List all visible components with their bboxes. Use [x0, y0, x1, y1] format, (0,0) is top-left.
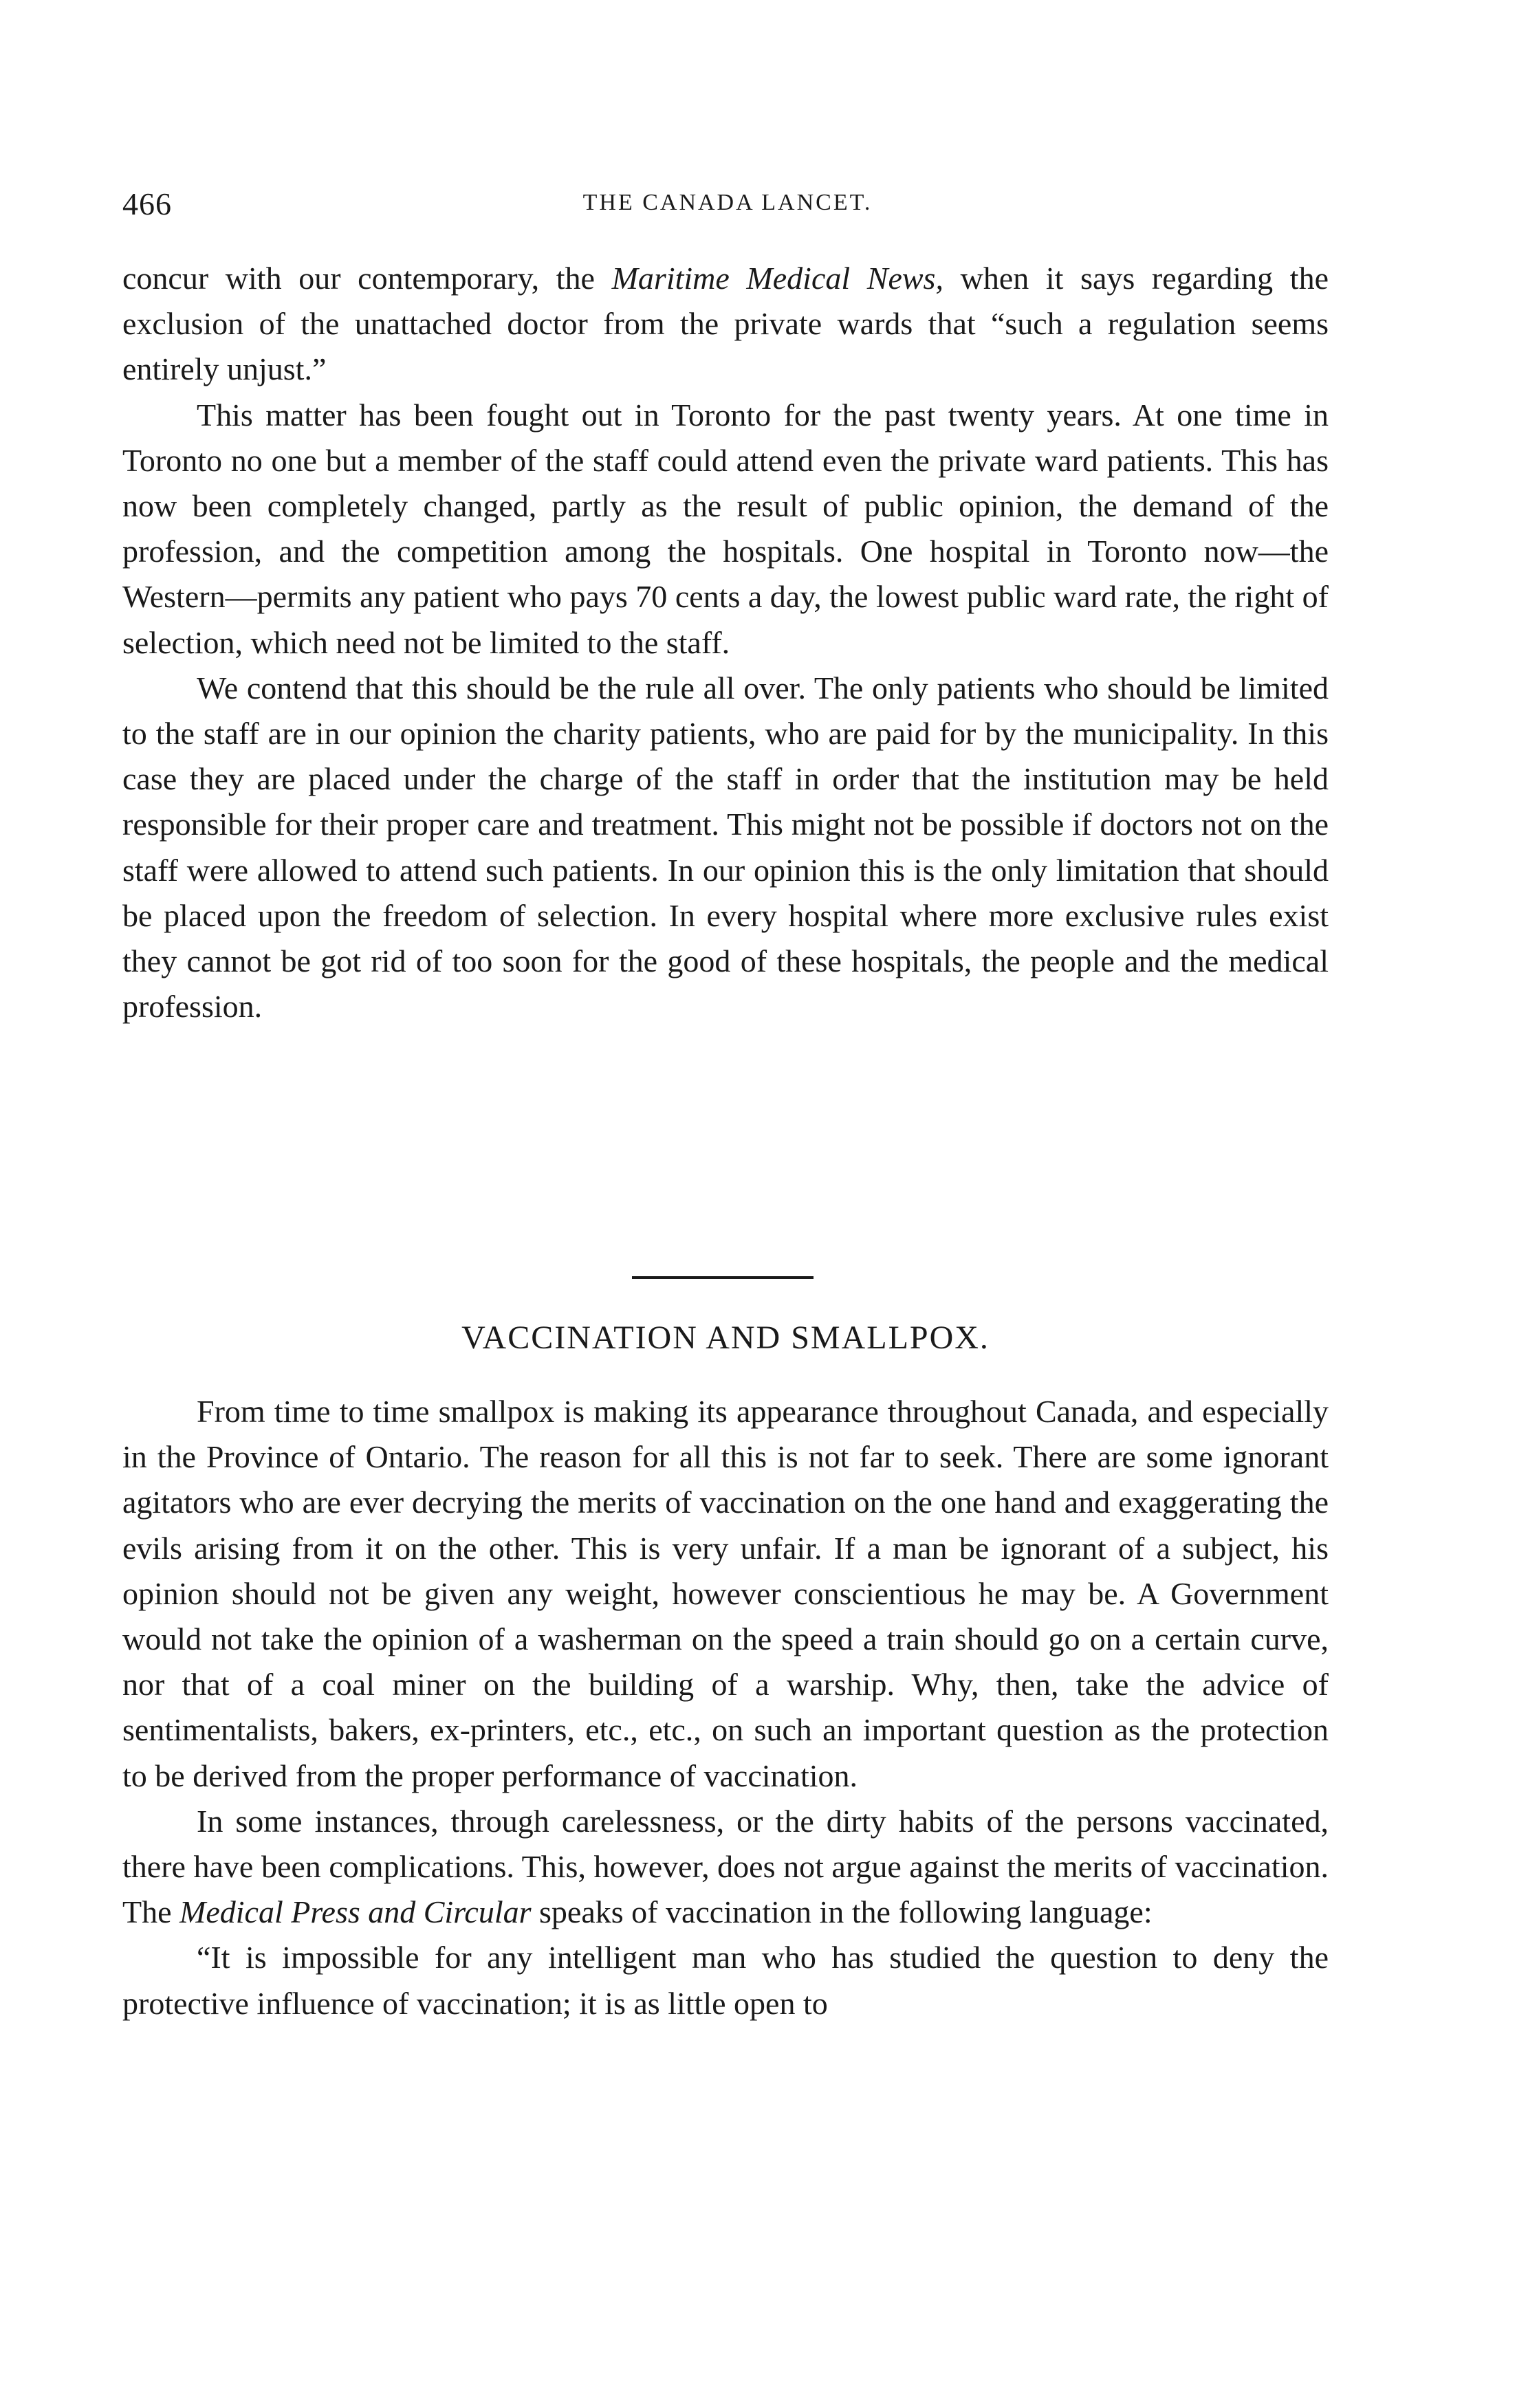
quotation-paragraph: “It is impossible for any intelligent man who has studied the question to deny the protective influence of vaccination; it is as little open to [122, 1940, 1329, 2021]
paragraph: From time to time smallpox is making its appearance throughout Canada, and especially in the Province of Ontario. The reason for all this is not far to seek. There are some ignorant agitators who are ever decrying the merits of vaccination on the one hand and exaggerating the evils arising from it on the other. This is very unfair. If a man be ignorant of a subject, his opinion should not be given any weight, however conscientious he may be. A Government would not take the opinion of a washerman on the speed a train should go on a certain curve, nor that of a coal miner on the building of a warship. Why, then, take the advice of sentimentalists, bakers, ex-printers, etc., etc., on such an important question as the protection to be derived from the proper performance of vaccination. [122, 1394, 1329, 1793]
paragraph: This matter has been fought out in Toronto for the past twenty years. At one time in Toronto no one but a member of the staff could attend even the private ward patients. This has now been completely changed, partly as the result of public opinion, the demand of the profession, and the competition among the hospitals. One hospital in Toronto now—the Western—permits any patient who pays 70 cents a day, the lowest public ward rate, the right of selection, which need not be limited to the staff. [122, 397, 1329, 660]
publication-title: Medical Press and Circular [179, 1894, 532, 1930]
journal-title: THE CANADA LANCET. [582, 190, 873, 215]
page-number: 466 [122, 186, 172, 221]
article-continuation [122, 256, 1329, 1029]
paragraph: concur with our contemporary, the Maritime Medical News, when it says regarding the exclusion of the unattached doctor from the private wards that “such a regulation seems entirely unjust.” [122, 261, 1329, 387]
running-head [122, 186, 1333, 227]
vaccination-article [122, 1389, 1329, 2026]
section-heading: VACCINATION AND SMALLPOX. [461, 1320, 990, 1356]
paragraph: In some instances, through carelessness, or the dirty habits of the persons vaccinated, there have been complications. This, however, does not argue against the merits of vaccination. The Medical Press and Circular speaks of vaccination in the following language: [122, 1803, 1329, 1930]
paragraph: We contend that this should be the rule all over. The only patients who should be limited to the staff are in our opinion the charity patients, who are paid for by the municipality. In this case they are placed under the charge of the staff in order that the institution may be held responsible for their proper care and treatment. This might not be possible if doctors not on the staff were allowed to attend such patients. In our opinion this is the only limitation that should be placed upon the freedom of selection. In every hospital where more exclusive rules exist they cannot be got rid of too soon for the good of these hospitals, the people and the medical profession. [122, 670, 1329, 1025]
publication-title: Maritime Medical News, [611, 261, 943, 296]
section-divider [632, 1276, 814, 1279]
